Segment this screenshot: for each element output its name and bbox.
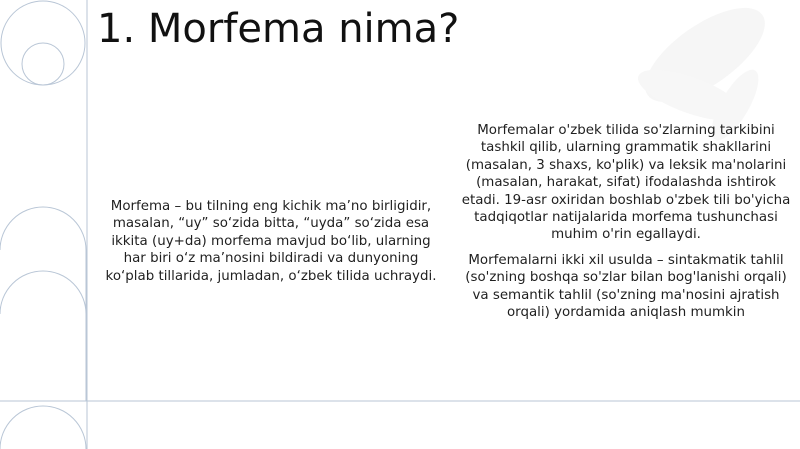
- slide-title: 1. Morfema nima?: [97, 6, 460, 52]
- arch-bottom-icon: [0, 406, 86, 449]
- right-text-block: [456, 122, 796, 321]
- arch-upper-icon: [0, 207, 86, 401]
- inner-circle-icon: [22, 43, 64, 85]
- arch-lower-icon: [0, 271, 86, 314]
- right-paragraph-2: Morfemalarni ikki xil usulda – sintakmatik tahlil (so'zning boshqa so'zlar bilan bog'lanishi orqali) va semantik tahlil (so'zning ma'nosini ajratish orqali) yordamida aniqlash mumkin: [465, 252, 787, 321]
- right-paragraph-1: Morfemalar o'zbek tilida so'zlarning tarkibini tashkil qilib, ularning grammatik shakllarini (masalan, 3 shaxs, ko'plik) va leksik ma'nolarini (masalan, harakat, sifat) ifodalashda ishtirok etadi. 19-asr oxiridan boshlab o'zbek tili bo'yicha tadqiqotlar natijalarida morfema tushunchasi muhim o'rin egallaydi.: [461, 123, 791, 243]
- left-text-block: Morfema – bu tilning eng kichik ma’no birligidir, masalan, “uy” so‘zida bitta, “uyda” so‘zida esa ikkita (uy+da) morfema mavjud bo‘lib, ularning har biri o‘z ma’nosini bildiradi va dunyoning ko‘plab tillarida, jumladan, o‘zbek tilida uchraydi.: [105, 199, 437, 284]
